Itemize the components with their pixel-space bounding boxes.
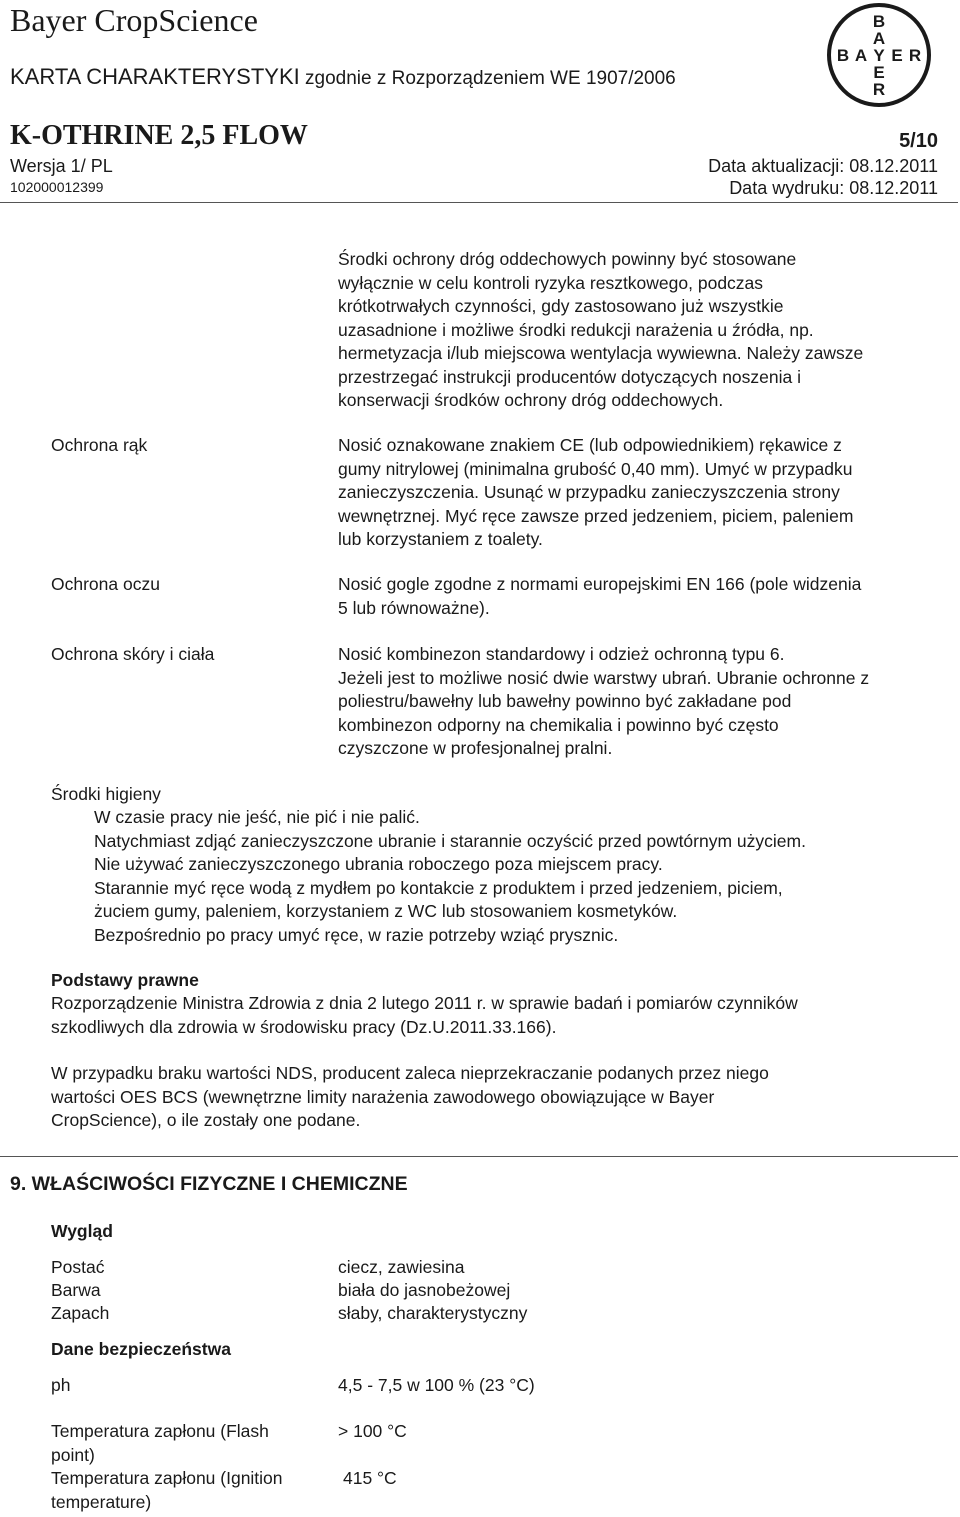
ph-value: 4,5 - 7,5 w 100 % (23 °C) xyxy=(338,1375,535,1395)
logo-letter: A xyxy=(872,29,886,48)
logo-letter: E xyxy=(891,46,903,65)
version: Wersja 1/ PL xyxy=(10,156,113,176)
flash-point-label: Temperatura zapłonu (Flash point) xyxy=(51,1421,269,1465)
logo-letter: Y xyxy=(873,46,885,65)
company-name: Bayer CropScience xyxy=(10,2,258,38)
property-value: biała do jasnobeżowej xyxy=(338,1280,511,1300)
hand-protection-label: Ochrona rąk xyxy=(51,435,148,455)
skin-protection-text: Nosić kombinezon standardowy i odzież ochronną typu 6. Jeżeli jest to możliwe nosić dwie warstwy ubrań. Ubranie ochronne z poliestru/bawełny lub bawełny powinno być zakładane pod kombinezon odporny na chemikalia i powinno być często czyszczone w profesjonalnej pralni. xyxy=(338,644,870,758)
ignition-temperature-value: 415 °C xyxy=(343,1468,397,1488)
eye-protection-text: Nosić gogle zgodne z normami europejskimi EN 166 (pole widzenia 5 lub równoważne). xyxy=(338,574,862,618)
ph-label: ph xyxy=(51,1375,71,1395)
property-value: ciecz, zawiesina xyxy=(338,1257,465,1277)
logo-letter: B xyxy=(836,46,850,65)
ignition-temperature-label: Temperatura zapłonu (Ignition temperature) xyxy=(51,1468,283,1512)
logo-letter: R xyxy=(908,46,922,65)
section-divider xyxy=(0,1156,958,1157)
document-type xyxy=(10,64,676,90)
respiratory-protection-text: Środki ochrony dróg oddechowych powinny być stosowane wyłącznie w celu kontroli ryzyka resztkowego, podczas krótkotrwałych czynności, gdy zastosowano już wszystkie uzasadnione i możliwe środki redukcji narażenia u źródła, np. hermetyzacja i/lub miejscowa wentylacja wywiewna. Należy zawsze przestrzegać instrukcji producentów dotyczących noszenia i konserwacji środków ochrony dróg oddechowych. xyxy=(338,249,864,410)
property-label: Zapach xyxy=(51,1303,110,1323)
logo-letter: A xyxy=(854,46,868,65)
logo-letter: E xyxy=(873,63,885,82)
safety-data-heading: Dane bezpieczeństwa xyxy=(51,1339,231,1359)
product-name: K-OTHRINE 2,5 FLOW xyxy=(10,120,308,151)
eye-protection-label: Ochrona oczu xyxy=(51,574,160,594)
property-value: słaby, charakterystyczny xyxy=(338,1303,528,1323)
document-number: 102000012399 xyxy=(10,179,104,195)
nds-note-text: W przypadku braku wartości NDS, producent zaleca nieprzekraczanie podanych przez niego wartości OES BCS (wewnętrzne limity narażenia zawodowego obowiązujące w Bayer CropScience), o ile zostały one podane. xyxy=(51,1063,769,1130)
hygiene-text: W czasie pracy nie jeść, nie pić i nie palić. Natychmiast zdjąć zanieczyszczone ubranie i starannie oczyścić przed powtórnym użyciem. Nie używać zanieczyszczonego ubrania roboczego poza miejscem pracy. Starannie myć ręce wodą z mydłem po kontakcie z produktem i przed jedzeniem, piciem, żuciem gumy, paleniem, korzystaniem z WC lub stosowaniem kosmetyków. Bezpośrednio po pracy umyć ręce, w razie potrzeby wziąć prysznic. xyxy=(94,807,806,945)
document-type-regulation: zgodnie z Rozporządzeniem WE 1907/2006 xyxy=(305,68,676,89)
property-label: Postać xyxy=(51,1257,105,1277)
bayer-cross-logo xyxy=(826,2,932,108)
print-date: Data wydruku: 08.12.2011 xyxy=(729,178,938,198)
legal-basis-text: Rozporządzenie Ministra Zdrowia z dnia 2 lutego 2011 r. w sprawie badań i pomiarów czynników szkodliwych dla zdrowia w środowisku pracy (Dz.U.2011.33.166). xyxy=(51,993,798,1037)
update-date: Data aktualizacji: 08.12.2011 xyxy=(708,156,938,176)
flash-point-value: > 100 °C xyxy=(338,1421,407,1441)
hand-protection-text: Nosić oznakowane znakiem CE (lub odpowiednikiem) rękawice z gumy nitrylowej (minimalna grubość 0,40 mm). Umyć w przypadku zanieczyszczenia. Usunąć w przypadku zanieczyszczenia strony wewnętrznej. Myć ręce zawsze przed jedzeniem, piciem, paleniem lub korzystaniem z toalety. xyxy=(338,435,854,549)
header-divider xyxy=(0,202,958,203)
legal-basis-heading: Podstawy prawne xyxy=(51,970,199,990)
logo-letter: R xyxy=(872,80,886,99)
section-9-title: 9. WŁAŚCIWOŚCI FIZYCZNE I CHEMICZNE xyxy=(10,1173,408,1195)
appearance-heading: Wygląd xyxy=(51,1221,113,1241)
property-label: Barwa xyxy=(51,1280,101,1300)
skin-protection-label: Ochrona skóry i ciała xyxy=(51,644,215,664)
hygiene-label: Środki higieny xyxy=(51,784,161,804)
page-number: 5/10 xyxy=(899,130,938,152)
logo-letter: B xyxy=(872,12,886,31)
document-type-main: KARTA CHARAKTERYSTYKI xyxy=(10,64,300,89)
